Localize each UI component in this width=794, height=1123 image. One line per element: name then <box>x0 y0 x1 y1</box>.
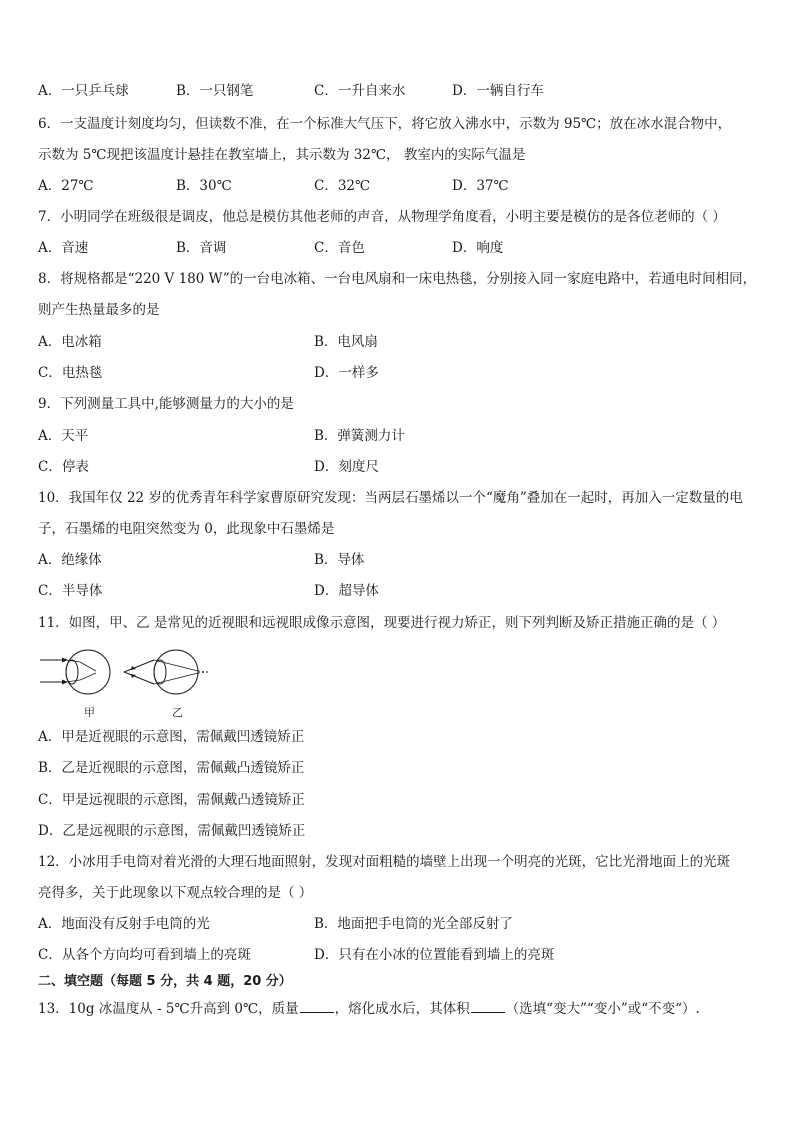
q8-option-a: A．电冰箱 <box>38 334 102 350</box>
q10-option-c: C．半导体 <box>38 583 103 599</box>
q6-stem-line1: 6．一支温度计刻度均匀，但读数不准，在一个标准大气压下，将它放入沸水中，示数为 95℃；放在冰水混合物中， <box>38 116 732 132</box>
q10-stem-line2: 子，石墨烯的电阻突然变为 0，此现象中石墨烯是 <box>38 521 335 537</box>
eye-yi-diagram <box>124 650 208 694</box>
q6-option-c: C．32℃ <box>314 178 371 194</box>
q7-option-c: C．音色 <box>314 240 365 256</box>
section-title-fill-in: 二、填空题（每题 5 分，共 4 题，20 分） <box>38 974 292 989</box>
q9-option-b: B．弹簧测力计 <box>314 428 405 444</box>
q11-option-a: A．甲是近视眼的示意图，需佩戴凹透镜矫正 <box>38 729 305 745</box>
q11-option-d: D．乙是远视眼的示意图，需佩戴凹透镜矫正 <box>38 823 306 839</box>
q7-option-a: A．音速 <box>38 240 89 256</box>
q5-option-c: C．一升自来水 <box>314 83 406 99</box>
q13-text-part3: （选填“变大”“变小”或“不变“）. <box>505 1001 700 1017</box>
q8-option-c: C．电热毯 <box>38 365 103 381</box>
q7-option-d: D．响度 <box>452 240 504 256</box>
q13-stem <box>38 1000 700 1018</box>
q7-option-b: B．音调 <box>176 240 227 256</box>
q11-stem: 11．如图，甲、乙 是常见的近视眼和远视眼成像示意图，现要进行视力矫正，则下列判断及矫正措施正确的是（ ） <box>38 615 726 631</box>
q9-stem: 9．下列测量工具中,能够测量力的大小的是 <box>38 396 294 412</box>
q12-option-c: C．从各个方向均可看到墙上的亮斑 <box>38 947 251 963</box>
eye-jia-diagram <box>40 650 110 694</box>
q10-option-b: B．导体 <box>314 552 365 568</box>
q6-option-d: D．37℃ <box>452 178 509 194</box>
q5-option-d: D．一辆自行车 <box>452 83 544 99</box>
q10-option-d: D．超导体 <box>314 583 379 599</box>
q6-option-b: B．30℃ <box>176 178 232 194</box>
q9-option-a: A．天平 <box>38 428 89 444</box>
q9-option-d: D．刻度尺 <box>314 459 379 475</box>
q8-stem-line1: 8．将规格都是“220 V 180 W”的一台电冰箱、一台电风扇和一床电热毯，分别接入同一家庭电路中，若通电时间相同， <box>38 271 757 287</box>
q13-blank-mass[interactable] <box>300 1000 334 1013</box>
q12-stem-line1: 12．小冰用手电筒对着光滑的大理石地面照射，发现对面粗糙的墙壁上出现一个明亮的光斑，它比光滑地面上的光斑 <box>38 854 731 870</box>
q12-option-d: D．只有在小冰的位置能看到墙上的亮斑 <box>314 947 555 963</box>
q13-text-part2: ，熔化成水后，其体积 <box>334 1001 470 1017</box>
q5-option-a: A．一只乒乓球 <box>38 83 129 99</box>
figure-label-jia: 甲 <box>84 706 95 719</box>
q11-option-c: C．甲是远视眼的示意图，需佩戴凸透镜矫正 <box>38 792 305 808</box>
q9-option-c: C．停表 <box>38 459 89 475</box>
q10-stem-line1: 10．我国年仅 22 岁的优秀青年科学家曹原研究发现：当两层石墨烯以一个“魔角”叠加在一起时，再加入一定数量的电 <box>38 490 743 506</box>
figure-label-yi: 乙 <box>172 706 183 719</box>
q8-stem-line2: 则产生热量最多的是 <box>38 302 160 318</box>
eye-diagram-figure <box>36 648 216 724</box>
eye-diagram <box>36 648 216 720</box>
q8-option-b: B．电风扇 <box>314 334 378 350</box>
q12-stem-line2: 亮得多，关于此现象以下观点较合理的是（ ） <box>38 885 313 901</box>
q12-option-a: A．地面没有反射手电筒的光 <box>38 916 210 932</box>
q12-option-b: B．地面把手电筒的光全部反射了 <box>314 916 513 932</box>
q13-text-part1: 13．10g 冰温度从 - 5℃升高到 0℃，质量 <box>38 1001 299 1017</box>
q5-option-b: B．一只钢笔 <box>176 83 254 99</box>
q13-blank-volume[interactable] <box>471 1000 505 1013</box>
q10-option-a: A．绝缘体 <box>38 552 102 568</box>
q6-stem-line2: 示数为 5℃现把该温度计悬挂在教室墙上，其示数为 32℃， 教室内的实际气温是 <box>38 147 526 163</box>
q11-option-b: B．乙是近视眼的示意图，需佩戴凸透镜矫正 <box>38 760 305 776</box>
q7-stem: 7．小明同学在班级很是调皮，他总是模仿其他老师的声音，从物理学角度看，小明主要是模仿的是各位老师的（ ） <box>38 209 726 225</box>
q6-option-a: A．27℃ <box>38 178 94 194</box>
q8-option-d: D．一样多 <box>314 365 379 381</box>
